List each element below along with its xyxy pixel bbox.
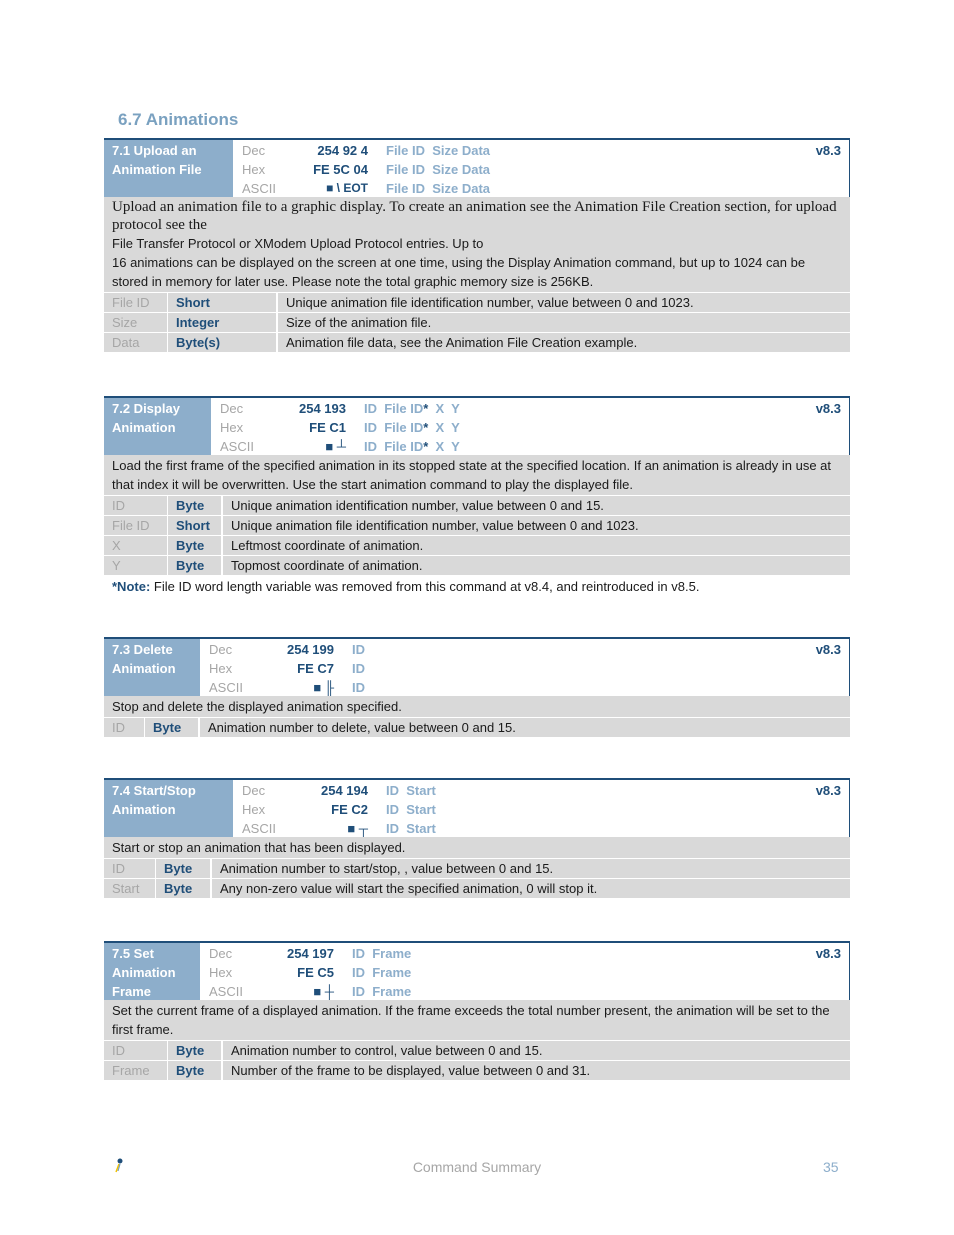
hex-code: FE C7 <box>297 661 334 676</box>
dec-params: File ID Size Data <box>386 143 491 158</box>
command-description: Stop and delete the displayed animation specified. <box>104 696 850 717</box>
command-display-animation <box>104 396 850 596</box>
param-name: Size <box>104 313 167 332</box>
hex-params: ID Frame <box>352 965 412 980</box>
ascii-label: ASCII <box>209 984 243 999</box>
hex-label: Hex <box>242 162 266 177</box>
hex-label: Hex <box>209 965 233 980</box>
section-title: 6.7 Animations <box>118 110 239 129</box>
hex-label: Hex <box>209 661 233 676</box>
param-desc: Leftmost coordinate of animation. <box>223 536 850 555</box>
command-name: 7.1 Upload an Animation File <box>104 140 233 197</box>
param-desc: Unique animation identification number, value between 0 and 15. <box>223 496 850 515</box>
version-badge: v8.3 <box>815 946 841 961</box>
dec-params: ID Frame <box>352 946 412 961</box>
param-desc: Animation file data, see the Animation File Creation example. <box>278 333 850 352</box>
param-row <box>104 556 850 575</box>
param-row <box>104 718 850 737</box>
hex-label: Hex <box>242 802 266 817</box>
param-type: Byte <box>168 536 221 555</box>
param-name: X <box>104 536 167 555</box>
param-name: Frame <box>104 1061 167 1080</box>
hex-params: ID File ID* X Y <box>364 420 460 435</box>
param-desc: Any non-zero value will start the specified animation, 0 will stop it. <box>212 879 850 898</box>
command-header <box>104 778 850 837</box>
command-delete-animation <box>104 637 850 737</box>
dec-params: ID <box>352 642 365 657</box>
command-header <box>104 396 850 455</box>
command-description: Load the first frame of the specified animation in its stopped state at the specified location. If an animation is already in use at that index it will be overwritten. Use the start animation command to play the displayed file. <box>104 455 850 495</box>
ascii-params: ID Start <box>386 821 436 836</box>
dec-code: 254 194 <box>321 783 368 798</box>
dec-label: Dec <box>220 401 244 416</box>
hex-code: FE C5 <box>297 965 334 980</box>
param-row <box>104 1061 850 1080</box>
param-row <box>104 293 850 312</box>
param-type: Byte <box>168 496 221 515</box>
param-type: Byte <box>145 718 198 737</box>
hex-code: FE C1 <box>309 420 346 435</box>
param-row <box>104 536 850 555</box>
command-description: Set the current frame of a displayed animation. If the frame exceeds the total number present, the animation will be set to the first frame. <box>104 1000 850 1040</box>
hex-params: ID <box>352 661 365 676</box>
ascii-code: ■ ┬ <box>347 821 368 836</box>
command-set-animation-frame <box>104 941 850 1080</box>
command-name: 7.4 Start/Stop Animation <box>104 780 233 837</box>
command-header <box>104 941 850 1000</box>
param-desc: Animation number to start/stop, , value between 0 and 15. <box>212 859 850 878</box>
param-desc: Topmost coordinate of animation. <box>223 556 850 575</box>
ascii-label: ASCII <box>242 821 276 836</box>
param-name: File ID <box>104 293 167 312</box>
dec-code: 254 197 <box>287 946 334 961</box>
version-badge: v8.3 <box>815 642 841 657</box>
ascii-label: ASCII <box>220 439 254 454</box>
hex-label: Hex <box>220 420 244 435</box>
version-badge: v8.3 <box>815 143 841 158</box>
param-row <box>104 859 850 878</box>
param-type: Byte <box>168 556 221 575</box>
command-header <box>104 637 850 696</box>
param-desc: Size of the animation file. <box>278 313 850 332</box>
command-header <box>104 138 850 197</box>
param-row <box>104 313 850 332</box>
dec-params: ID File ID* X Y <box>364 401 460 416</box>
param-desc: Animation number to control, value between 0 and 15. <box>223 1041 850 1060</box>
dec-params: ID Start <box>386 783 436 798</box>
param-type: Byte <box>156 859 210 878</box>
param-row <box>104 496 850 515</box>
hex-code: FE C2 <box>331 802 368 817</box>
command-note: *Note: File ID word length variable was removed from this command at v8.4, and reintroduced in v8.5. <box>112 579 700 594</box>
param-row <box>104 879 850 898</box>
param-name: ID <box>104 1041 167 1060</box>
command-name: 7.5 Set Animation Frame <box>104 943 200 1000</box>
ascii-label: ASCII <box>242 181 276 196</box>
param-name: ID <box>104 859 155 878</box>
ascii-code: ■ \ EOT <box>326 181 368 195</box>
dec-label: Dec <box>242 143 266 158</box>
ascii-params: ID File ID* X Y <box>364 439 460 454</box>
param-name: Start <box>104 879 155 898</box>
param-desc: Unique animation file identification number, value between 0 and 1023. <box>278 293 850 312</box>
hex-params: File ID Size Data <box>386 162 491 177</box>
param-type: Short <box>168 293 276 312</box>
ascii-label: ASCII <box>209 680 243 695</box>
dec-label: Dec <box>209 946 233 961</box>
param-type: Byte <box>168 1041 221 1060</box>
command-description: Upload an animation file to a graphic display. To create an animation see the Animation File Creation section, for upload protocol see the File Transfer Protocol or XModem Upload Protocol entries. Up to 16 animations can be displayed on the screen at one time, using the Display Animation command, but up to 1024 can be stored in memory for later use. Please note the total graphic memory size is 256KB. <box>104 197 850 292</box>
hex-code: FE 5C 04 <box>313 162 368 177</box>
param-row <box>104 516 850 535</box>
param-row <box>104 333 850 352</box>
param-type: Integer <box>168 313 276 332</box>
param-desc: Unique animation file identification number, value between 0 and 1023. <box>223 516 850 535</box>
param-row <box>104 1041 850 1060</box>
param-type: Short <box>168 516 221 535</box>
param-name: Data <box>104 333 167 352</box>
param-name: File ID <box>104 516 167 535</box>
dec-code: 254 92 4 <box>317 143 368 158</box>
ascii-params: File ID Size Data <box>386 181 491 196</box>
ascii-params: ID <box>352 680 365 695</box>
version-badge: v8.3 <box>815 401 841 416</box>
param-desc: Animation number to delete, value between 0 and 15. <box>200 718 850 737</box>
dec-label: Dec <box>242 783 266 798</box>
param-type: Byte <box>168 1061 221 1080</box>
dec-code: 254 193 <box>299 401 346 416</box>
command-description: Start or stop an animation that has been displayed. <box>104 837 850 858</box>
command-start-stop-animation <box>104 778 850 898</box>
ascii-code: ■ ┴ <box>325 439 346 454</box>
param-name: Y <box>104 556 167 575</box>
param-desc: Number of the frame to be displayed, value between 0 and 31. <box>223 1061 850 1080</box>
ascii-params: ID Frame <box>352 984 412 999</box>
dec-label: Dec <box>209 642 233 657</box>
command-name: 7.3 Delete Animation <box>104 639 200 696</box>
param-name: ID <box>104 718 144 737</box>
version-badge: v8.3 <box>815 783 841 798</box>
page-number: 35 <box>823 1159 839 1175</box>
ascii-code: ■ ┼ <box>313 984 334 999</box>
command-name: 7.2 Display Animation <box>104 398 211 455</box>
param-name: ID <box>104 496 167 515</box>
hex-params: ID Start <box>386 802 436 817</box>
ascii-code: ■ ╟ <box>313 680 334 695</box>
footer-title: Command Summary <box>412 1159 542 1175</box>
param-type: Byte <box>156 879 210 898</box>
param-type: Byte(s) <box>168 333 276 352</box>
dec-code: 254 199 <box>287 642 334 657</box>
command-upload-animation-file <box>104 138 850 352</box>
